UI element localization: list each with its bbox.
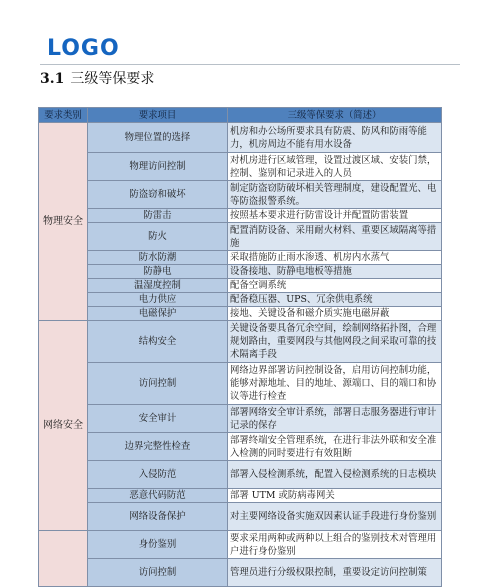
header-divider xyxy=(40,64,460,65)
item-cell: 防雷击 xyxy=(88,209,228,223)
table-row xyxy=(39,363,442,405)
table-row xyxy=(39,279,442,293)
requirement-cell: 配备稳压器、UPS、冗余供电系统 xyxy=(228,293,442,307)
requirements-table xyxy=(38,107,442,587)
section-heading xyxy=(40,68,154,88)
table-row xyxy=(39,503,442,531)
item-cell: 防静电 xyxy=(88,265,228,279)
requirement-cell: 要求采用两种或两种以上组合的鉴别技术对管理用户进行身份鉴别 xyxy=(228,531,442,559)
category-cell: 物理安全 xyxy=(39,123,88,321)
section-number: 3.1 xyxy=(40,71,65,87)
item-cell: 物理位置的选择 xyxy=(88,123,228,153)
table-row xyxy=(39,307,442,321)
category-cell xyxy=(39,531,88,587)
item-cell: 边界完整性检查 xyxy=(88,433,228,461)
table-row xyxy=(39,433,442,461)
requirement-cell: 按照基本要求进行防雷设计并配置防雷装置 xyxy=(228,209,442,223)
table-row xyxy=(39,181,442,209)
requirement-cell: 部署终端安全管理系统，在进行非法外联和安全准入检测的同时要进行有效阻断 xyxy=(228,433,442,461)
requirement-cell: 设备接地、防静电地板等措施 xyxy=(228,265,442,279)
requirement-cell: 对主要网络设备实施双因素认证手段进行身份鉴别 xyxy=(228,503,442,531)
requirement-cell: 对机房进行区域管理，设置过渡区域、安装门禁，控制、鉴别和记录进入的人员 xyxy=(228,153,442,181)
table-row xyxy=(39,209,442,223)
item-cell: 防盗窃和破坏 xyxy=(88,181,228,209)
table-row xyxy=(39,405,442,433)
table-row xyxy=(39,223,442,251)
requirement-cell: 部署网络安全审计系统，部署日志服务器进行审计记录的保存 xyxy=(228,405,442,433)
item-cell: 防水防潮 xyxy=(88,251,228,265)
item-cell: 电磁保护 xyxy=(88,307,228,321)
table-header-row xyxy=(39,108,442,123)
table-row xyxy=(39,321,442,363)
requirement-cell: 部署入侵检测系统，配置入侵检测系统的日志模块 xyxy=(228,461,442,489)
table-row xyxy=(39,123,442,153)
table-row xyxy=(39,153,442,181)
requirement-cell: 配备空调系统 xyxy=(228,279,442,293)
item-cell: 访问控制 xyxy=(88,363,228,405)
item-cell: 身份鉴别 xyxy=(88,531,228,559)
table-row xyxy=(39,461,442,489)
item-cell: 电力供应 xyxy=(88,293,228,307)
requirement-cell: 制定防盗窃防破坏相关管理制度，建设配置光、电等防盗报警系统。 xyxy=(228,181,442,209)
item-cell: 恶意代码防范 xyxy=(88,489,228,503)
table-row xyxy=(39,489,442,503)
requirement-cell: 接地、关键设备和磁介质实施电磁屏蔽 xyxy=(228,307,442,321)
category-cell: 网络安全 xyxy=(39,321,88,531)
table-row xyxy=(39,531,442,559)
requirement-cell: 采取措施防止雨水渗透、机房内水蒸气 xyxy=(228,251,442,265)
requirement-cell: 部署 UTM 或防病毒网关 xyxy=(228,489,442,503)
table-row xyxy=(39,293,442,307)
column-header-requirement: 三级等保要求（简述） xyxy=(228,108,442,123)
section-title: 三级等保要求 xyxy=(70,71,155,87)
item-cell: 结构安全 xyxy=(88,321,228,363)
requirement-cell: 管理员进行分级权限控制，重要设定访问控制策 xyxy=(228,559,442,587)
column-header-category: 要求类别 xyxy=(39,108,88,123)
item-cell: 入侵防范 xyxy=(88,461,228,489)
table-row xyxy=(39,559,442,587)
requirement-cell: 关键设备要具备冗余空间，绘制网络拓扑图，合理规划路由，重要网段与其他网段之间采取可靠的技术隔离手段 xyxy=(228,321,442,363)
item-cell: 温湿度控制 xyxy=(88,279,228,293)
item-cell: 安全审计 xyxy=(88,405,228,433)
logo: LOGO xyxy=(47,36,120,61)
table-row xyxy=(39,251,442,265)
requirement-cell: 配置消防设备、采用耐火材料、重要区域隔离等措施 xyxy=(228,223,442,251)
requirement-cell: 机房和办公场所要求具有防震、防风和防雨等能力，机房周边不能有用水设备 xyxy=(228,123,442,153)
item-cell: 网络设备保护 xyxy=(88,503,228,531)
requirement-cell: 网络边界部署访问控制设备，启用访问控制功能，能够对源地址、目的地址、源端口、目的端口和协议等进行检查 xyxy=(228,363,442,405)
table-row xyxy=(39,265,442,279)
column-header-item: 要求项目 xyxy=(88,108,228,123)
item-cell: 访问控制 xyxy=(88,559,228,587)
item-cell: 防火 xyxy=(88,223,228,251)
item-cell: 物理访问控制 xyxy=(88,153,228,181)
